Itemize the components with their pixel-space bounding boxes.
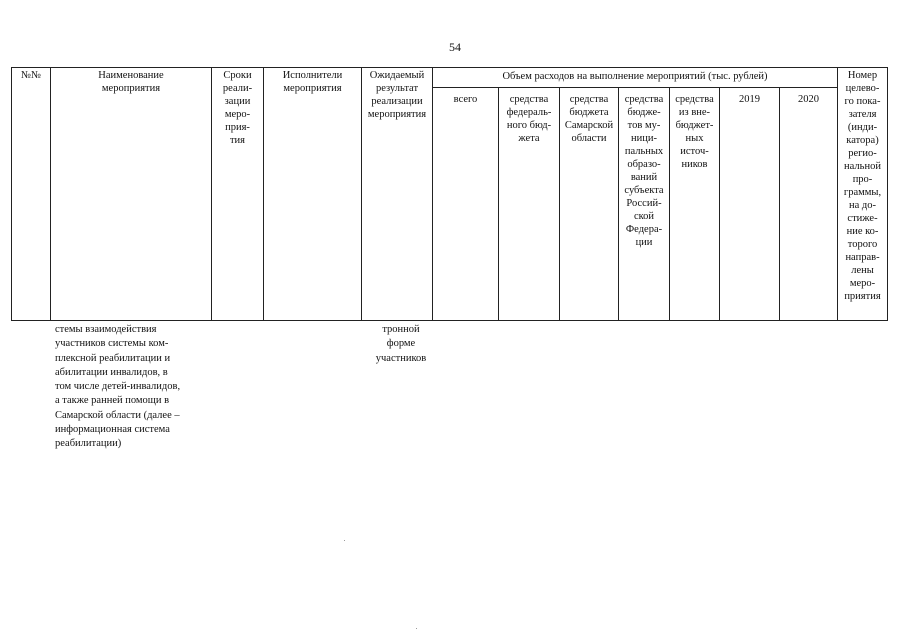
subheader-year-2020: 2020 (798, 94, 819, 105)
subcol-divider (779, 87, 780, 321)
table-top-border (11, 67, 888, 68)
row-continuation-expected-result: тронной форме участников (375, 324, 427, 364)
subheader-municipal-budget: средства бюдже- тов му- ници- пальных образо- ваний субъекта Россий- ской Федера- ции (624, 94, 664, 248)
subheader-federal-budget: средства федераль- ного бюд- жета (506, 94, 552, 144)
header-number: №№ (20, 70, 42, 81)
header-terms: Сроки реали- зации меро- прия- тия (222, 70, 253, 146)
subcol-divider (719, 87, 720, 321)
row-continuation-event-name: стемы взаимодействия участников системы ком- плексной реабилитации и абилитации инвалидов, в том числе детей-инвалидов, а также ранней помощи в Самарской области (далее – информационная система реабилитации) (55, 324, 181, 450)
col-divider (50, 67, 51, 321)
table-right-border (887, 67, 888, 321)
header-event-name: Наименование мероприятия (98, 70, 164, 94)
header-executors: Исполнители мероприятия (282, 70, 343, 94)
scan-speck (344, 540, 345, 541)
volume-subheader-border (432, 87, 837, 88)
subheader-total: всего (453, 94, 478, 105)
subheader-year-2019: 2019 (739, 94, 760, 105)
subheader-extrabudgetary: средства из вне- бюджет- ных источ- ников (675, 94, 714, 170)
header-expenditure-volume: Объем расходов на выполнение мероприятий (тыс. рублей) (502, 71, 768, 82)
page-number: 54 (449, 40, 461, 54)
table-left-border (11, 67, 12, 321)
scan-speck (416, 628, 417, 629)
table-bottom-border (11, 320, 888, 321)
header-expected-result: Ожидаемый результат реализации мероприятия (367, 70, 427, 120)
col-divider (263, 67, 264, 321)
header-target-indicator: Номер целево- го пока- зателя (инди- катора) регио- нальной про- граммы, на до- стиже- ние ко- торого направ- лены меро- приятия (843, 70, 882, 302)
subheader-regional-budget: средства бюджета Самарской области (564, 94, 614, 144)
